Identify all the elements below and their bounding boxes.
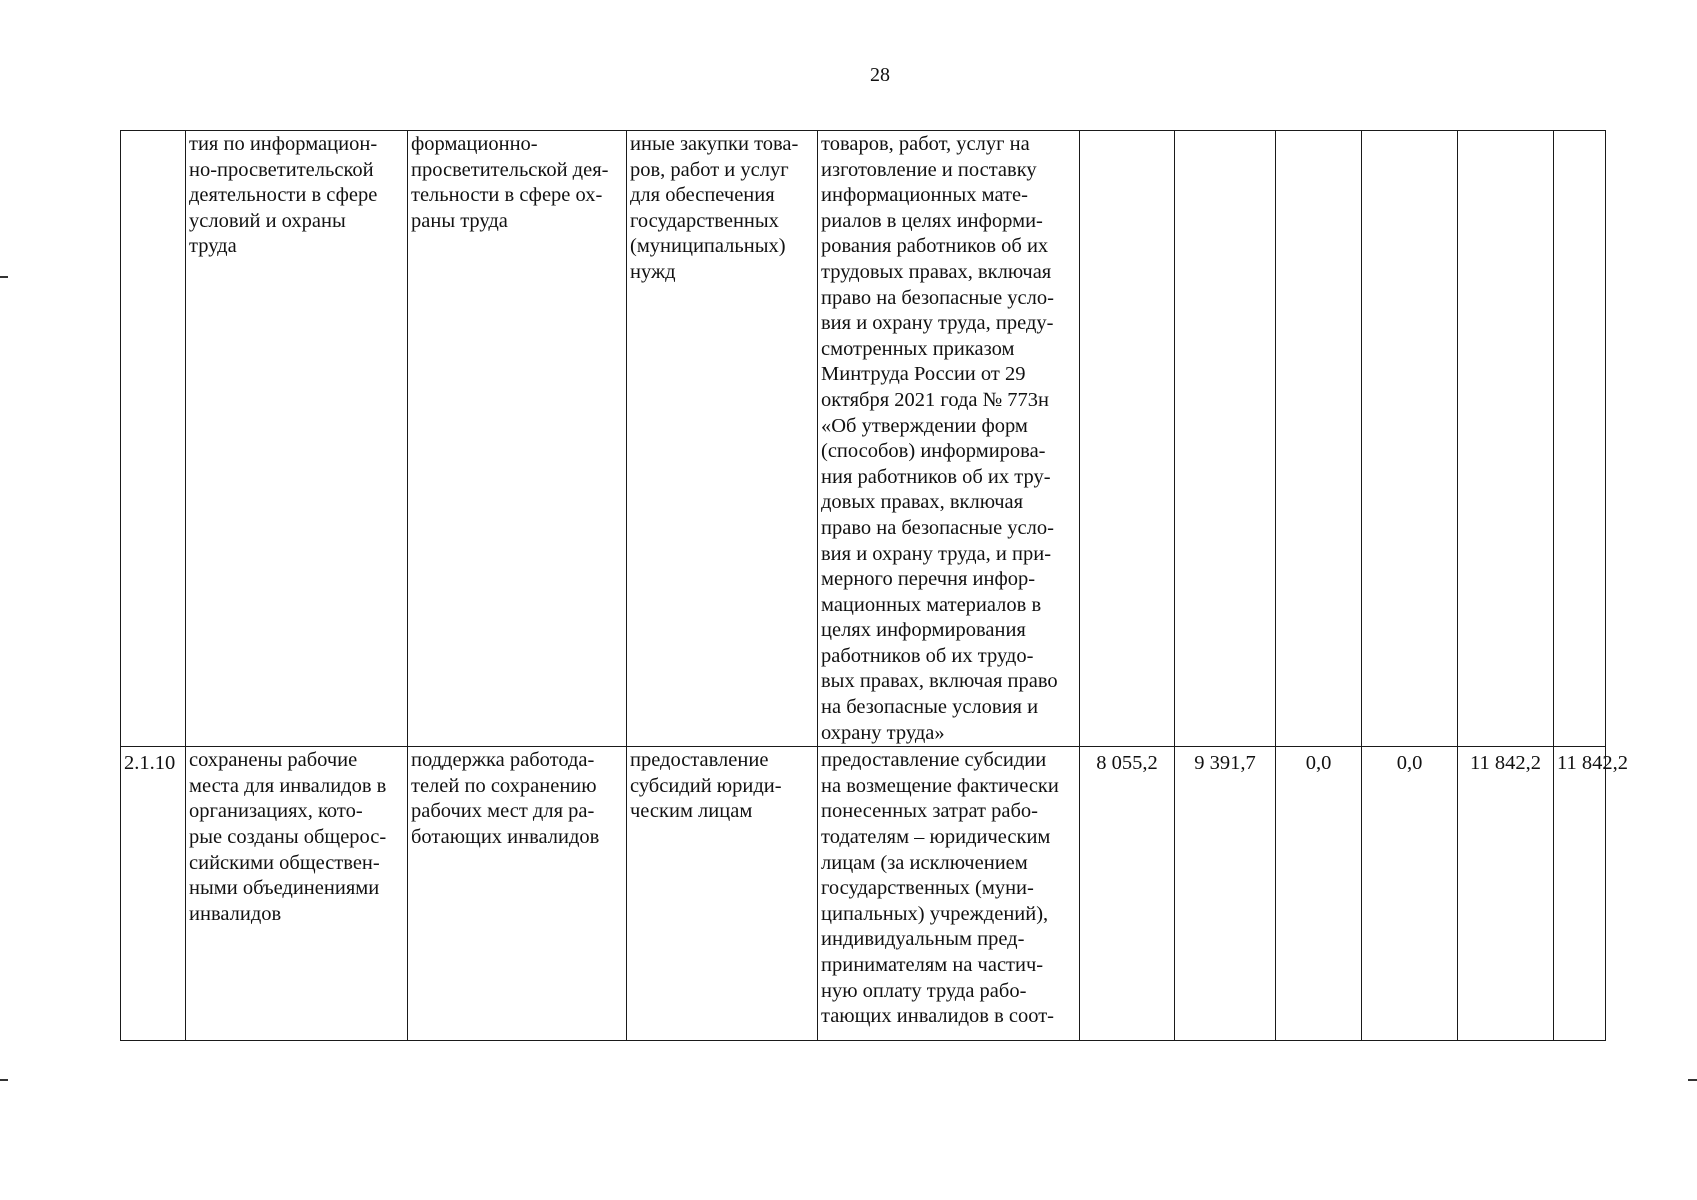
page-number: 28: [870, 64, 890, 86]
value-cell: [1362, 131, 1458, 747]
direction-cell: товаров, работ, услуг на изготовление и поставку информационных мате- риалов в целях информи- рования работников об их трудовых правах, включая право на безопасные усло- вия и охрану труда, преду- смотренных приказом Минтруда России от 29 октября 2021 года № 773н «Об утверждении форм (способов) информирова- ния работников об их тру- довых правах, включая право на безопасные усло- вия и охрану труда, и при- мерного перечня инфор- мационных материалов в целях информирования работников об их трудо- вых правах, включая право на безопасные условия и охрану труда»: [818, 131, 1080, 747]
table-row: [121, 747, 1606, 1041]
value-cell: [1080, 131, 1175, 747]
result-cell: сохранены рабочие места для инвалидов в организациях, кото- рые созданы общерос- сийскими обществен- ными объединениями инвалидов: [186, 747, 408, 1041]
margin-tick: [1688, 1079, 1697, 1081]
expense-type-cell: иные закупки това- ров, работ и услуг для обеспечения государственных (муниципальных) нужд: [627, 131, 818, 747]
measure-cell: поддержка работода- телей по сохранению рабочих мест для ра- ботающих инвалидов: [408, 747, 627, 1041]
value-cell: 0,0: [1362, 747, 1458, 1041]
value-cell: 11 842,2: [1554, 747, 1606, 1041]
margin-tick: [0, 276, 8, 278]
measure-cell: формационно- просветительской дея- тельности в сфере ох- раны труда: [408, 131, 627, 747]
value-cell: [1276, 131, 1362, 747]
value-cell: [1175, 131, 1276, 747]
row-code: 2.1.10: [121, 747, 186, 1041]
row-code: [121, 131, 186, 747]
program-table: [120, 130, 1628, 1041]
value-cell: 8 055,2: [1080, 747, 1175, 1041]
value-cell: 0,0: [1276, 747, 1362, 1041]
table-row: [121, 131, 1606, 747]
result-cell: тия по информацион- но-просветительской деятельности в сфере условий и охраны труда: [186, 131, 408, 747]
value-cell: 11 842,2: [1458, 747, 1554, 1041]
direction-cell: предоставление субсидии на возмещение фактически понесенных затрат рабо- тодателям – юридическим лицам (за исключением государственных (муни- ципальных) учреждений), индивидуальным пред- принимателям на частич- ную оплату труда рабо- тающих инвалидов в соот-: [818, 747, 1080, 1041]
value-cell: [1554, 131, 1606, 747]
value-cell: 9 391,7: [1175, 747, 1276, 1041]
value-cell: [1458, 131, 1554, 747]
margin-tick: [0, 1079, 8, 1081]
expense-type-cell: предоставление субсидий юриди- ческим лицам: [627, 747, 818, 1041]
